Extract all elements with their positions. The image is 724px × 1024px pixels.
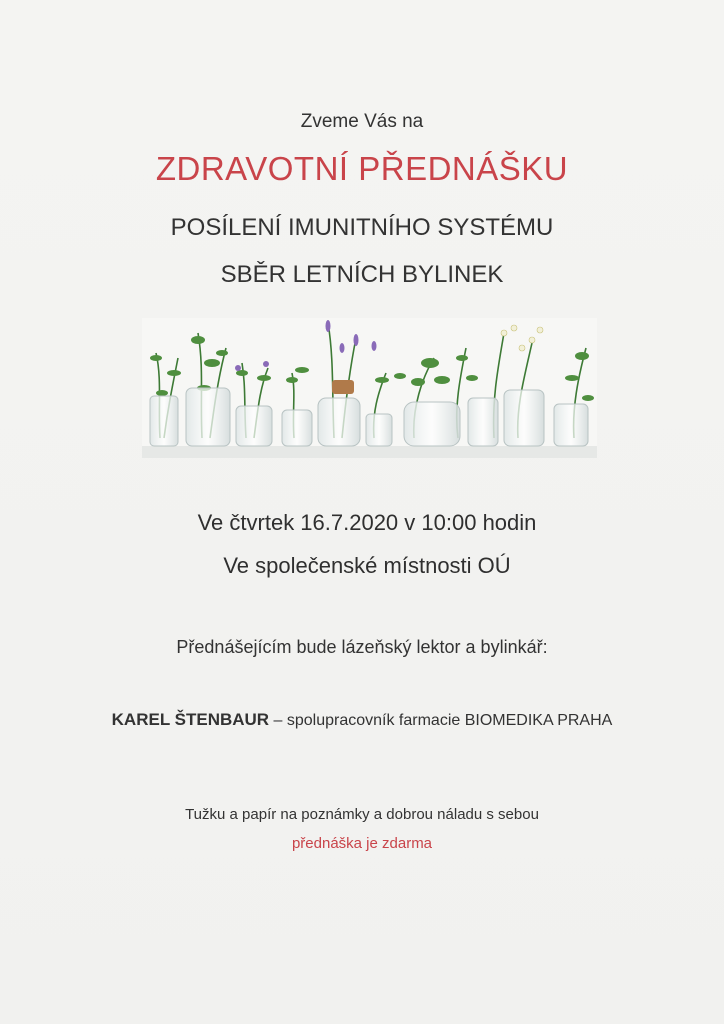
invitation-intro: Zveme Vás na <box>300 111 424 132</box>
event-date-time: Ve čtvrtek 16.7.2020 v 10:00 hodin <box>197 510 537 535</box>
lecturer-name: KAREL ŠTENBAUR <box>111 710 270 729</box>
lecturer-intro: Přednášejícím bude lázeňský lektor a bylinkář: <box>176 637 548 657</box>
free-admission-note: přednáška je zdarma <box>291 835 433 852</box>
lecturer-role: – spolupracovník farmacie BIOMEDIKA PRAHA <box>269 712 613 729</box>
lecturer-line <box>0 710 724 730</box>
event-location: Ve společenské místnosti OÚ <box>223 553 511 578</box>
topic-immunity: POSÍLENÍ IMUNITNÍHO SYSTÉMU <box>170 214 554 241</box>
herb-jars-illustration <box>142 318 597 458</box>
bring-along-note: Tužku a papír na poznámky a dobrou náladu s sebou <box>185 806 539 823</box>
topic-herbs: SBĚR LETNÍCH BYLINEK <box>220 261 504 288</box>
poster-title: ZDRAVOTNÍ PŘEDNÁŠKU <box>155 150 569 187</box>
